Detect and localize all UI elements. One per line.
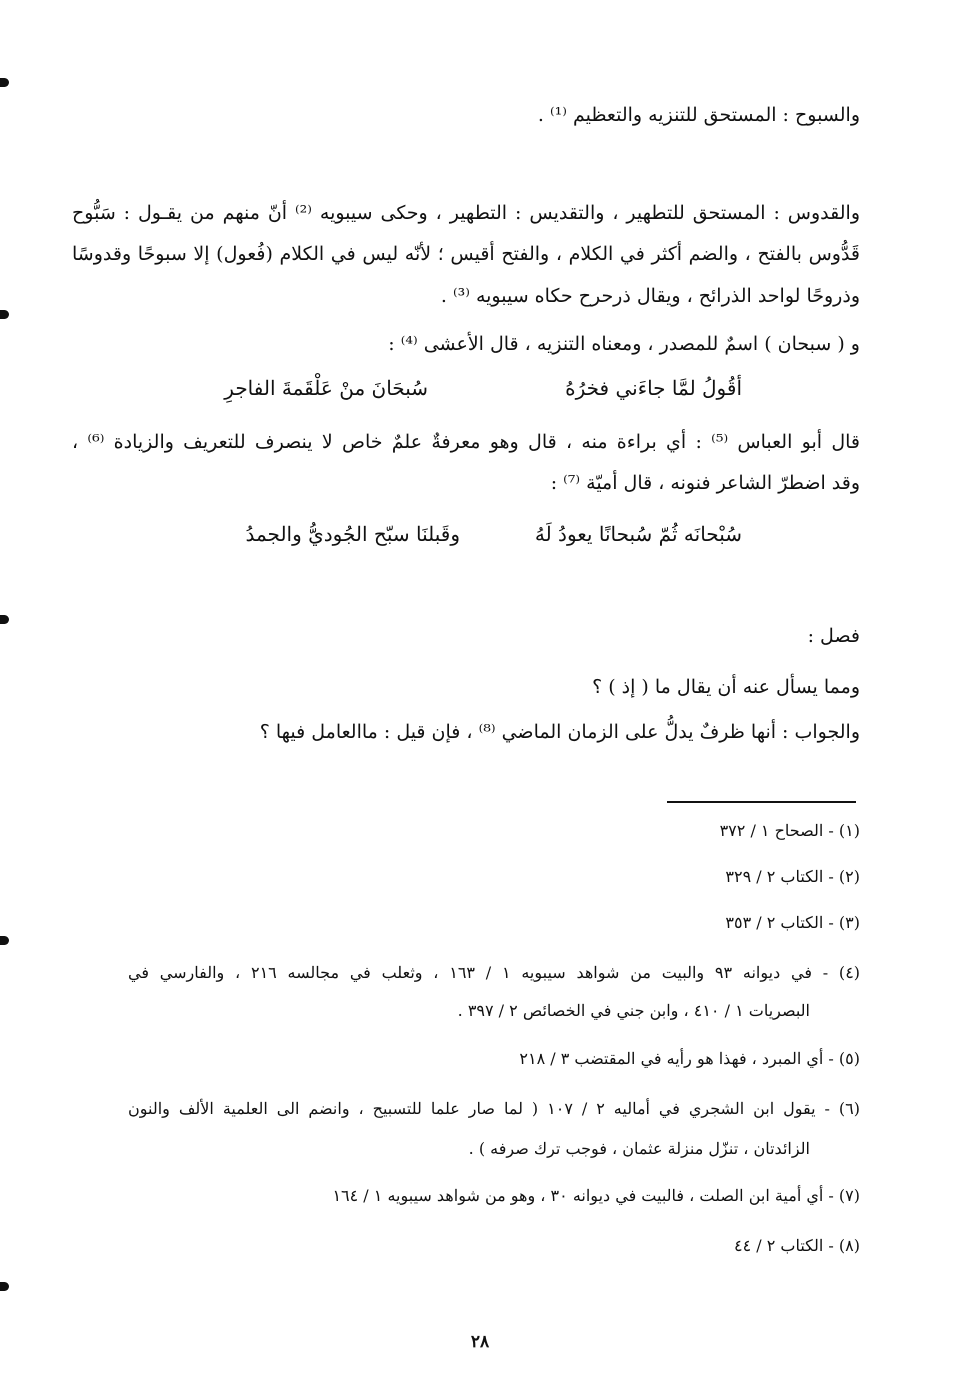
paragraph-quddus-line-3: وذروحًا لواحد الذرائح ، ويقال ذرحرح حكاه سيبويه ⁽³⁾ . xyxy=(440,285,860,307)
footnote-6-line-1: (٦) - يقول ابن الشجري في أماليه ٢ / ١٠٧ ( لما صار علما للتسبيح ، وانضم الى العلمية الألف والنون xyxy=(128,1099,861,1118)
paragraph-quddus-line-1: والقدوس : المستحق للتطهير ، والتقديس : التطهير ، وحكى سيبويه ⁽²⁾ أنّ منهم من يقـول : سَبُّوح xyxy=(72,202,861,224)
page-number: ٢٨ xyxy=(470,1332,490,1352)
paragraph-abu-alabbas-line-1: قال أبو العباس ⁽⁵⁾ : أي براءة منه ، قال وهو معرفةٌ علمٌ خاص لا ينصرف للتعريف والزيادة ⁽⁶⁾ ، xyxy=(72,431,860,453)
footnote-2: (٢) - الكتاب ٢ / ٣٢٩ xyxy=(725,867,860,886)
paragraph-sabbuh: والسبوح : المستحق للتنزيه والتعظيم ⁽¹⁾ . xyxy=(537,104,860,126)
footnote-4-line-1: (٤) - في ديوانه ٩٣ والبيت من شواهد سيبويه ١ / ١٦٣ ، وثعلب في مجالسه ٢١٦ ، والفارسي في xyxy=(128,963,861,982)
footnote-3: (٣) - الكتاب ٢ / ٣٥٣ xyxy=(725,913,860,932)
verse-2-first-hemistich: سُبْحانَه ثُمّ سُبحانًا يعودُ لَهُ xyxy=(534,522,742,546)
verse-1-first-hemistich: أقُولُ لمَّا جاءَني فخرُهُ xyxy=(565,376,742,400)
binding-mark xyxy=(0,615,9,624)
footnote-7: (٧) - أي أمية ابن الصلت ، فالبيت في ديوانه ٣٠ ، وهو من شواهد سيبويه ١ / ١٦٤ xyxy=(332,1186,860,1205)
question-line: ومما يسأل عنه أن يقال ما ( إذ ) ؟ xyxy=(592,676,860,698)
footnote-6-line-2: الزائدتان ، تنزّل منزلة عثمان ، فوجب ترك صرفه ) . xyxy=(468,1139,810,1158)
paragraph-abu-alabbas-line-2: وقد اضطرّ الشاعر فنونه ، قال أميّة ⁽⁷⁾ : xyxy=(550,472,860,494)
paragraph-subhan: و ( سبحان ) اسمٌ للمصدر ، ومعناه التنزيه ، قال الأعشى ⁽⁴⁾ : xyxy=(388,333,860,355)
binding-mark xyxy=(0,78,9,87)
section-heading: فصل : xyxy=(807,625,860,647)
footnote-5: (٥) - أي المبرد ، فهذا هو رأيه في المقتضب ٣ / ٢١٨ xyxy=(519,1049,860,1068)
footnote-1: (١) - الصحاح ١ / ٣٧٢ xyxy=(719,821,860,840)
footnote-separator xyxy=(667,801,856,803)
binding-mark xyxy=(0,1282,9,1291)
binding-mark xyxy=(0,936,9,945)
paragraph-quddus-line-2: قَدُّوس بالفتح ، والضم أكثر في الكلام ، والفتح أقيس ؛ لأنّه ليس في الكلام (فُعول) إلا سبوحًا وقدوسًا xyxy=(72,243,860,265)
footnote-4-line-2: البصريات ١ / ٤١٠ ، وابن جني في الخصائص ٢ / ٣٩٧ . xyxy=(457,1001,810,1020)
verse-1-second-hemistich: سُبحَانَ منْ عَلْقَمةَ الفاجرِ xyxy=(224,376,428,400)
binding-mark xyxy=(0,310,9,319)
answer-line: والجواب : أنها ظرفٌ يدلُّ على الزمان الماضي ⁽⁸⁾ ، فإن قيل : ماالعامل فيها ؟ xyxy=(259,721,860,743)
verse-2-second-hemistich: وقَبلنَا سبّح الجُوديُّ والجمدُ xyxy=(245,522,460,546)
footnote-8: (٨) - الكتاب ٢ / ٤٤ xyxy=(733,1236,860,1255)
